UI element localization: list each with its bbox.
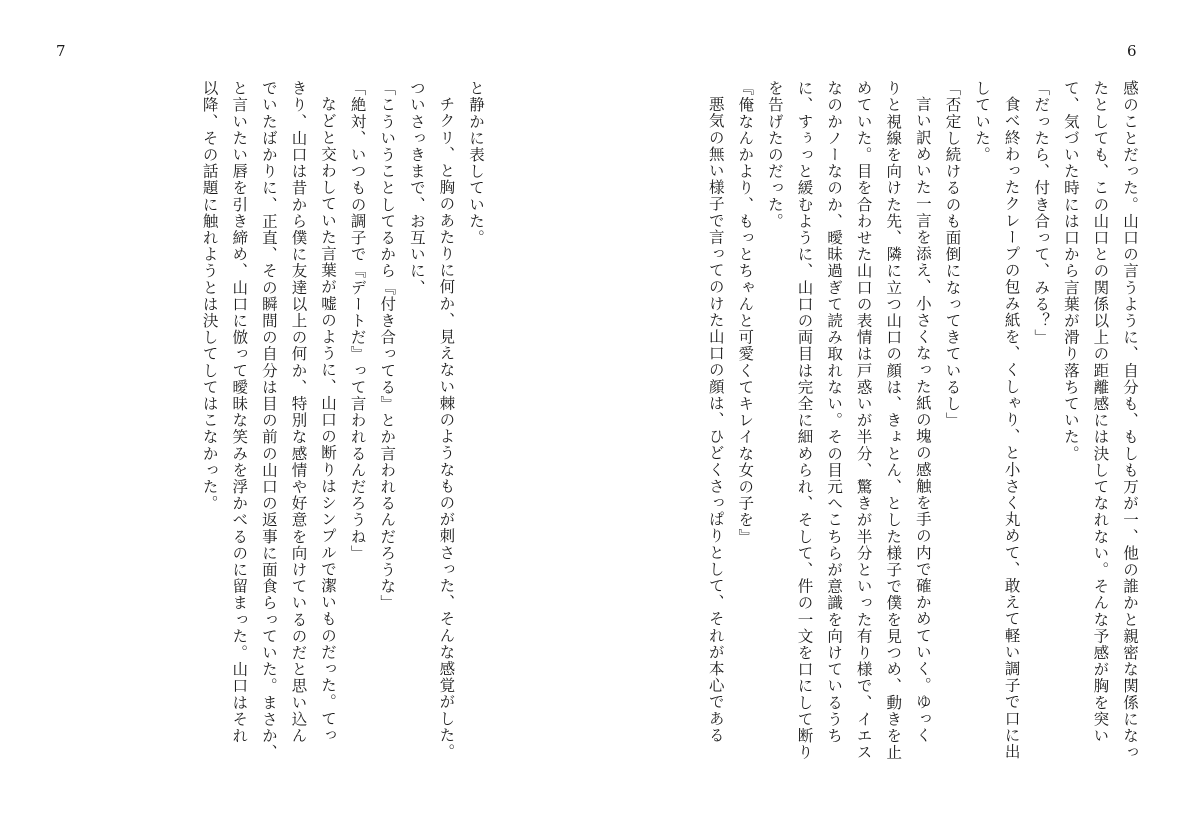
text-line: 「だったら、付き合って、みる？」 (1032, 80, 1051, 346)
right-page-text (670, 80, 1144, 800)
text-line: と静かに表していた。 (467, 80, 485, 246)
text-line: たとしても、この山口との関係以上の距離感には決してなれない。そんな予感が胸を突い (1091, 80, 1110, 744)
text-line: チクリ、と胸のあたりに何か、見えない棘のようなものが刺さった、そんな感覚がした。 (437, 95, 456, 760)
text-line: りと視線を向けた先、隣に立つ山口の顔は、きょとん、とした様子で僕を見つめ、動きを止 (884, 80, 903, 761)
text-line: 「否定し続けるのも面倒になってきているし」 (943, 80, 962, 429)
text-line: 「こういうことしてるから『付き合ってる』とか言われるんだろうな」 (378, 80, 397, 612)
text-line: 食べ終わったクレープの包み紙を、くしゃり、と小さく丸めて、敢えて軽い調子で口に出 (1002, 95, 1021, 760)
text-line: 『俺なんかより、もっとちゃんと可愛くてキレイな女の子を』 (736, 80, 755, 545)
text-line: 「絶対、いつもの調子で『デートだ』って言われるんだろうね」 (348, 80, 367, 562)
text-line: 感のことだった。山口の言うように、自分も、もしも万が一、他の誰かと親密な関係になっ (1121, 80, 1139, 761)
text-line: 以降、その話題に触れようとは決してしてはこなかった。 (200, 80, 219, 512)
text-line: ついさっきまで、お互いに、 (407, 80, 426, 296)
page-number-right: 6 (1127, 42, 1137, 60)
page-number-left: 7 (56, 42, 66, 60)
text-line: でいたばかりに、正直、その瞬間の自分は目の前の山口の返事に面食らっていた。まさか、 (259, 80, 278, 761)
text-line: なのかノーなのか、曖昧過ぎて読み取れない。その目元へこちらが意識を向けているうち (825, 80, 844, 744)
text-line: していた。 (973, 80, 992, 163)
text-line: などと交わしていた言葉が嘘のように、山口の断りはシンプルで潔いものだった。てっ (319, 95, 338, 743)
left-page-text (200, 80, 490, 800)
text-line: 悪気の無い様子で言ってのけた山口の顔は、ひどくさっぱりとして、それが本心である (706, 95, 725, 743)
text-line: めていた。目を合わせた山口の表情は戸惑いが半分、驚きが半分といった有り様で、イエス (854, 80, 873, 761)
text-line: と言いたい唇を引き締め、山口に倣って曖昧な笑みを浮かべるのに留まった。山口はそれ (230, 80, 249, 744)
text-line: に、すぅっと緩むように、山口の両目は完全に細められ、そして、件の一文を口にして断り (795, 80, 814, 761)
text-line: きり、山口は昔から僕に友達以上の何か、特別な感情や好意を向けているのだと思い込ん (289, 80, 308, 744)
text-line: 言い訳めいた一言を添え、小さくなった紙の塊の感触を手の内で確かめていく。ゆっく (913, 95, 932, 743)
text-line: を告げたのだった。 (765, 80, 784, 230)
text-line: て、気づいた時には口から言葉が滑り落ちていた。 (1061, 80, 1080, 462)
